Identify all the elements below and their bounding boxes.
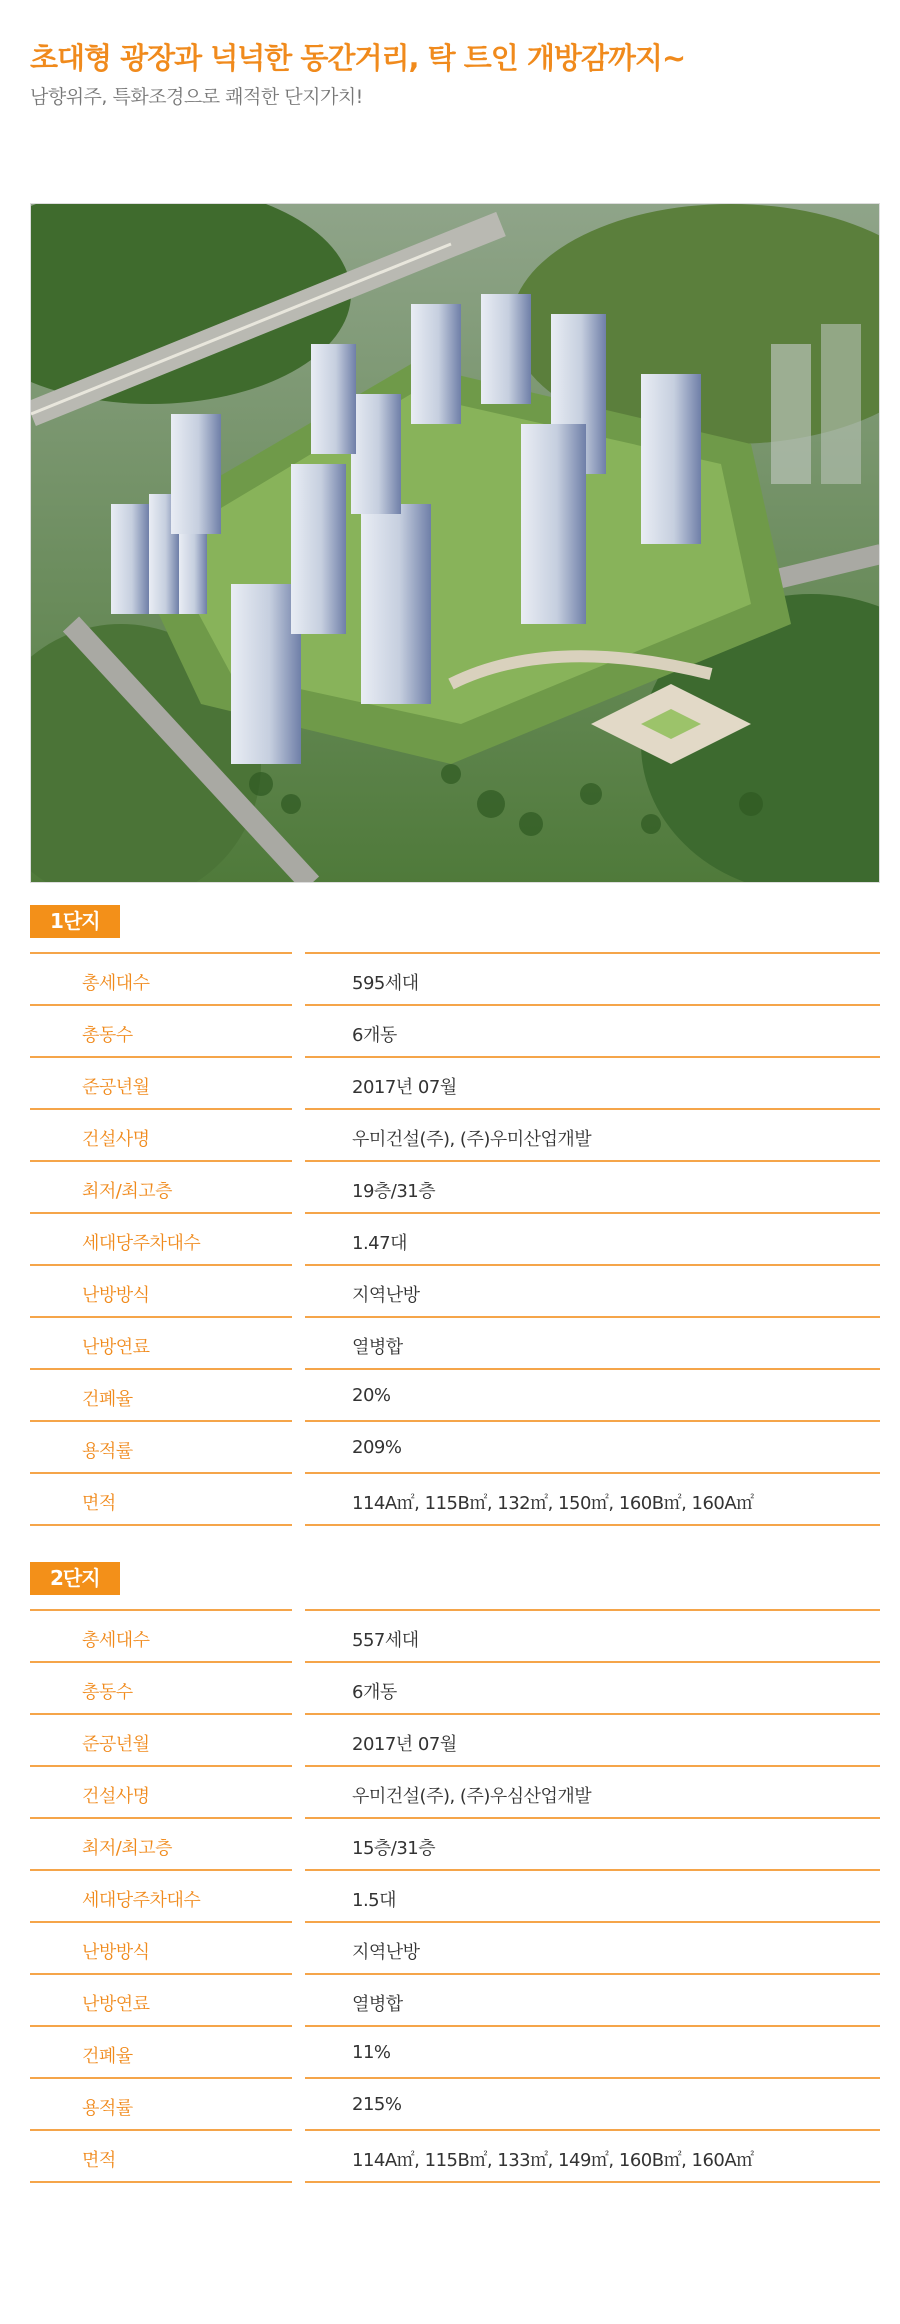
table-row	[30, 2129, 880, 2181]
table-row	[30, 1004, 880, 1056]
table-row	[30, 1713, 880, 1765]
complex-2-table	[30, 1609, 880, 2183]
row-value: 지역난방	[352, 1285, 420, 1306]
table-row	[30, 1609, 880, 1661]
page-subtitle: 남향위주, 특화조경으로 쾌적한 단지가치!	[30, 86, 363, 108]
complex-1-table	[30, 952, 880, 1526]
table-row	[30, 1212, 880, 1264]
row-label: 총세대수	[82, 1630, 150, 1651]
page-title: 초대형 광장과 넉넉한 동간거리, 탁 트인 개방감까지~	[30, 41, 686, 75]
table-row	[30, 1316, 880, 1368]
row-value: 114A㎡, 115B㎡, 132㎡, 150㎡, 160B㎡, 160A㎡	[352, 1493, 754, 1514]
row-label: 난방방식	[82, 1942, 150, 1963]
row-value: 557세대	[352, 1630, 419, 1651]
table-row	[30, 1921, 880, 1973]
row-label: 건폐율	[82, 2046, 133, 2067]
row-label: 난방방식	[82, 1285, 150, 1306]
row-label: 건설사명	[82, 1129, 150, 1150]
aerial-view-image	[30, 203, 880, 883]
table-row	[30, 1869, 880, 1921]
row-value: 209%	[352, 1437, 402, 1458]
row-value: 6개동	[352, 1682, 397, 1703]
row-value: 1.5대	[352, 1890, 397, 1911]
row-label: 용적률	[82, 1441, 133, 1462]
table-bottom-rule	[30, 1524, 880, 1526]
row-value: 20%	[352, 1385, 391, 1406]
table-row	[30, 1765, 880, 1817]
complex-1-badge: 1단지	[30, 905, 120, 938]
row-value: 6개동	[352, 1025, 397, 1046]
table-row	[30, 1108, 880, 1160]
row-label: 최저/최고층	[82, 1838, 173, 1859]
row-value: 우미건설(주), (주)우미산업개발	[352, 1129, 592, 1150]
row-value: 114A㎡, 115B㎡, 133㎡, 149㎡, 160B㎡, 160A㎡	[352, 2150, 754, 2171]
table-bottom-rule	[30, 2181, 880, 2183]
row-label: 총세대수	[82, 973, 150, 994]
table-row	[30, 1973, 880, 2025]
table-row	[30, 1056, 880, 1108]
row-value: 15층/31층	[352, 1838, 436, 1859]
row-label: 준공년월	[82, 1734, 150, 1755]
row-label: 난방연료	[82, 1337, 150, 1358]
row-value: 11%	[352, 2042, 391, 2063]
row-label: 세대당주차대수	[82, 1890, 201, 1911]
row-label: 용적률	[82, 2098, 133, 2119]
table-row	[30, 2025, 880, 2077]
row-label: 면적	[82, 2150, 116, 2171]
table-row	[30, 1368, 880, 1420]
table-row	[30, 1472, 880, 1524]
table-row	[30, 1264, 880, 1316]
row-value: 우미건설(주), (주)우심산업개발	[352, 1786, 592, 1807]
row-label: 난방연료	[82, 1994, 150, 2015]
complex-2-badge: 2단지	[30, 1562, 120, 1595]
row-value: 595세대	[352, 973, 419, 994]
row-value: 2017년 07월	[352, 1734, 457, 1755]
complex-1-section	[30, 905, 880, 1526]
complex-2-section	[30, 1562, 880, 2183]
row-label: 최저/최고층	[82, 1181, 173, 1202]
row-label: 면적	[82, 1493, 116, 1514]
table-row	[30, 1160, 880, 1212]
row-value: 열병합	[352, 1337, 403, 1358]
row-value: 215%	[352, 2094, 402, 2115]
row-value: 2017년 07월	[352, 1077, 457, 1098]
row-label: 총동수	[82, 1682, 133, 1703]
row-label: 준공년월	[82, 1077, 150, 1098]
row-value: 열병합	[352, 1994, 403, 2015]
row-value: 1.47대	[352, 1233, 407, 1254]
table-row	[30, 952, 880, 1004]
table-row	[30, 2077, 880, 2129]
row-label: 총동수	[82, 1025, 133, 1046]
row-label: 건폐율	[82, 1389, 133, 1410]
row-label: 세대당주차대수	[82, 1233, 201, 1254]
table-row	[30, 1817, 880, 1869]
row-label: 건설사명	[82, 1786, 150, 1807]
row-value: 지역난방	[352, 1942, 420, 1963]
table-row	[30, 1420, 880, 1472]
row-value: 19층/31층	[352, 1181, 436, 1202]
table-row	[30, 1661, 880, 1713]
